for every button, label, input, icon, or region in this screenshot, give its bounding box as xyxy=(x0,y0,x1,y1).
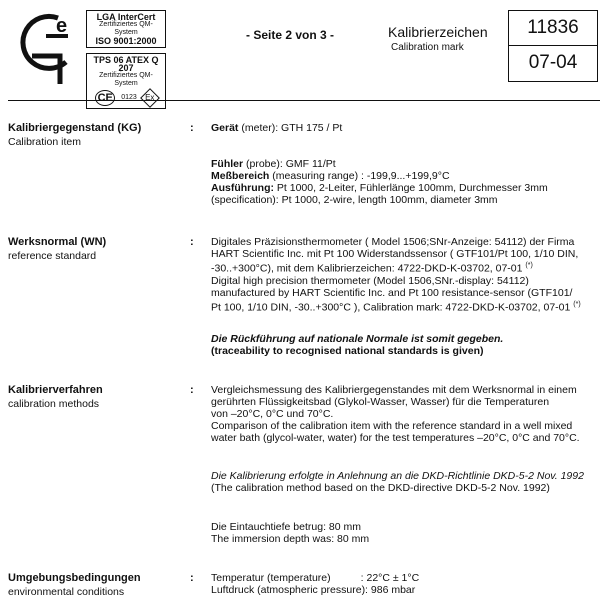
item-label: Kalibriergegenstand (KG) xyxy=(8,122,142,134)
page-title: Kalibrierzeichen xyxy=(388,24,488,40)
company-logo xyxy=(12,10,78,90)
iso-badge xyxy=(86,10,166,48)
immersion-depth-text: Die Eintauchtiefe betrug: 80 mm The immersion depth was: 80 mm xyxy=(211,521,370,545)
ex-mark-icon: Ex xyxy=(140,88,160,108)
svg-text:e: e xyxy=(56,15,68,37)
method-label: Kalibrierverfahren xyxy=(8,384,103,396)
environment-label: Umgebungsbedingungen xyxy=(8,572,141,584)
page-indicator: - Seite 2 von 3 - xyxy=(246,28,335,42)
item-geraet: Gerät (meter): GTH 175 / Pt xyxy=(211,122,343,134)
reference-text: Digitales Präzisionsthermometer ( Model 1506;SNr-Anzeige: 54112) der Firma HART Scientific Inc. mit Pt 100 Widerstandssensor ( GTF101/Pt 100, 1/10 DIN, -30..+300°C), mit dem Kalibrierzeichen: 4722-DKD-K-03702, 07-01 (*) Digital high precision thermometer (Model 1506,SNr.-display: 54112) manufactured by HART Scientific Inc. and Pt 100 resistance-sensor (GTF101/ Pt 100, 1/10 DIN, -30..+300°C ), Calibration mark: 4722-DKD-K-03702, 07-01 (*) xyxy=(211,236,581,313)
environment-colon: : xyxy=(190,572,194,584)
method-label-en: calibration methods xyxy=(8,398,100,410)
reference-label: Werksnormal (WN) xyxy=(8,236,107,248)
lga-intercert-text: LGA InterCert xyxy=(96,12,156,22)
mark-date: 07-04 xyxy=(528,52,578,73)
page-subtitle: Calibration mark xyxy=(391,42,464,53)
item-details: Fühler (probe): GMF 11/Pt Meßbereich (measuring range) : -199,9...+199,9°C Ausführung: Pt 1000, 2-Leiter, Fühlerlänge 100mm, Durchmesser 3mm (specification): Pt 1000, 2-wire, length 100mm, diameter 3mm xyxy=(211,158,548,206)
method-colon: : xyxy=(190,384,194,396)
header-divider xyxy=(8,100,600,101)
ce-mark-icon: CE xyxy=(95,90,115,106)
traceability-text: Die Rückführung auf nationale Normale ist somit gegeben. (traceability to recognised national standards is given) xyxy=(211,333,504,357)
environment-text: Temperatur (temperature) : 22°C ± 1°C Luftdruck (atmospheric pressure): 986 mbar xyxy=(211,572,420,596)
item-colon: : xyxy=(190,122,194,134)
dkd-directive-text: Die Kalibrierung erfolgte in Anlehnung an die DKD-Richtlinie DKD-5-2 Nov. 1992 (The calibration method based on the DKD-directive DKD-5-2 Nov. 1992) xyxy=(211,470,584,494)
qm-system-text: Zertifiziertes QM-System xyxy=(99,21,153,36)
mark-number: 11836 xyxy=(509,11,597,46)
iso-text: ISO 9001:2000 xyxy=(95,36,157,46)
atex-text: TPS 06 ATEX Q 207 xyxy=(93,55,159,73)
item-label-en: Calibration item xyxy=(8,136,81,148)
ce-number: 0123 xyxy=(121,94,137,101)
method-text: Vergleichsmessung des Kalibriergegenstandes mit dem Werksnormal in einem gerührten Flüssigkeitsbad (Glykol-Wasser, Wasser) für die Temperaturen von –20°C, 0°C und 70°C. Comparison of the calibration item with the reference standard in a well mixed water bath (glycol-water, water) for the test temperatures –20°C, 0°C and 70°C. xyxy=(211,384,580,444)
environment-label-en: environmental conditions xyxy=(8,586,125,598)
reference-colon: : xyxy=(190,236,194,248)
qm-system-text-2: Zertifiziertes QM-System xyxy=(99,72,153,87)
calibration-mark-box xyxy=(508,10,598,82)
certification-badges xyxy=(86,10,166,114)
reference-label-en: reference standard xyxy=(8,250,97,262)
